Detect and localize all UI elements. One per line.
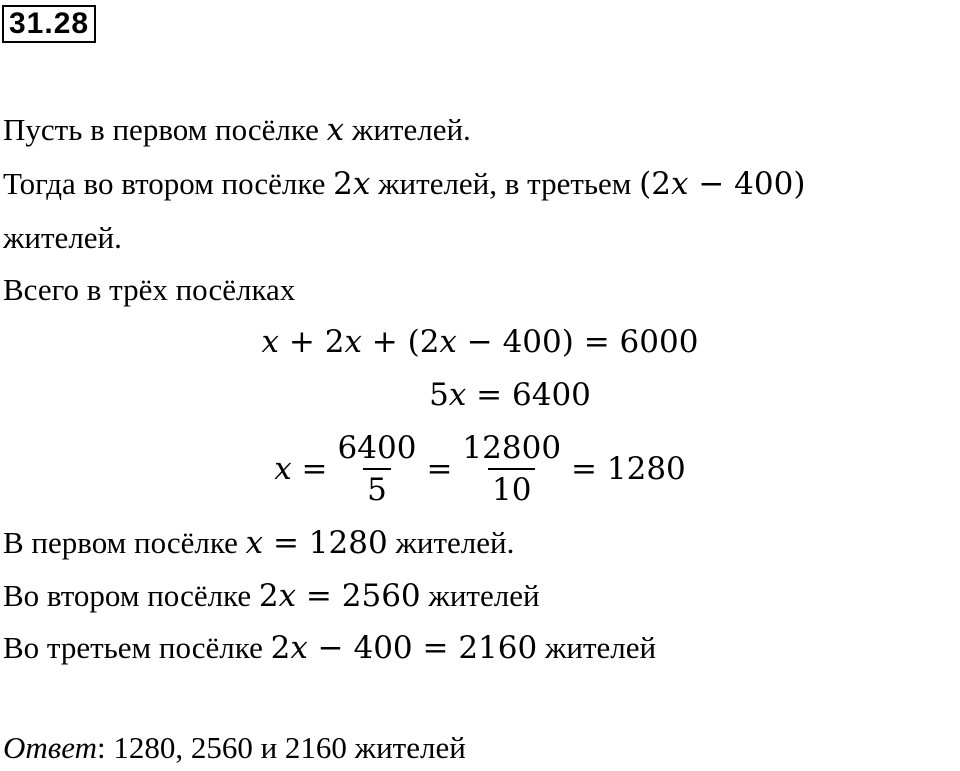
text: В первом посёлке [3,525,246,560]
answer-label: Ответ [3,730,97,765]
math-expression: 2x = 2560 [258,578,421,614]
text: жителей [420,578,540,613]
equation-2: 5x = 6400 [429,377,591,413]
equals-sign: = [426,451,453,487]
math-expression: (2x − 400) [639,166,806,202]
equation-3 [0,424,960,514]
variable: x [326,112,345,148]
equation-1: x + 2x + (2x − 400) = 6000 [261,324,699,360]
denominator: 10 [488,468,535,508]
denominator: 5 [363,468,391,508]
math-expression: 2x − 400 = 2160 [270,630,538,666]
text-line-4: Всего в трёх посёлках [3,272,296,307]
text: Тогда во втором посёлке [3,166,334,201]
text: жителей, в третьем [370,166,640,201]
text: Пусть в первом посёлке [3,112,327,147]
math-expression: 2x [333,166,371,202]
text: жителей [537,630,657,665]
problem-number: 31.28 [2,5,96,43]
math-expression: x = 1280 [245,525,388,561]
text-line-2 [3,166,805,202]
text: жителей. [387,525,515,560]
answer-line [3,730,466,766]
text: Во третьем посёлке [3,630,271,665]
text-line-1 [3,112,471,148]
fraction-1 [334,430,421,508]
result-line-3 [3,630,656,666]
numerator: 12800 [462,430,562,466]
answer-text: : 1280, 2560 и 2160 жителей [96,730,466,765]
equation-lhs: x = [274,451,328,487]
text: Во втором посёлке [3,578,259,613]
result-line-1 [3,525,514,561]
text-line-3: жителей. [3,220,122,255]
equation-rhs: = 1280 [571,451,686,487]
fraction-2 [458,430,565,508]
text: жителей. [344,112,471,147]
result-line-2 [3,578,540,614]
numerator: 6400 [337,430,417,466]
